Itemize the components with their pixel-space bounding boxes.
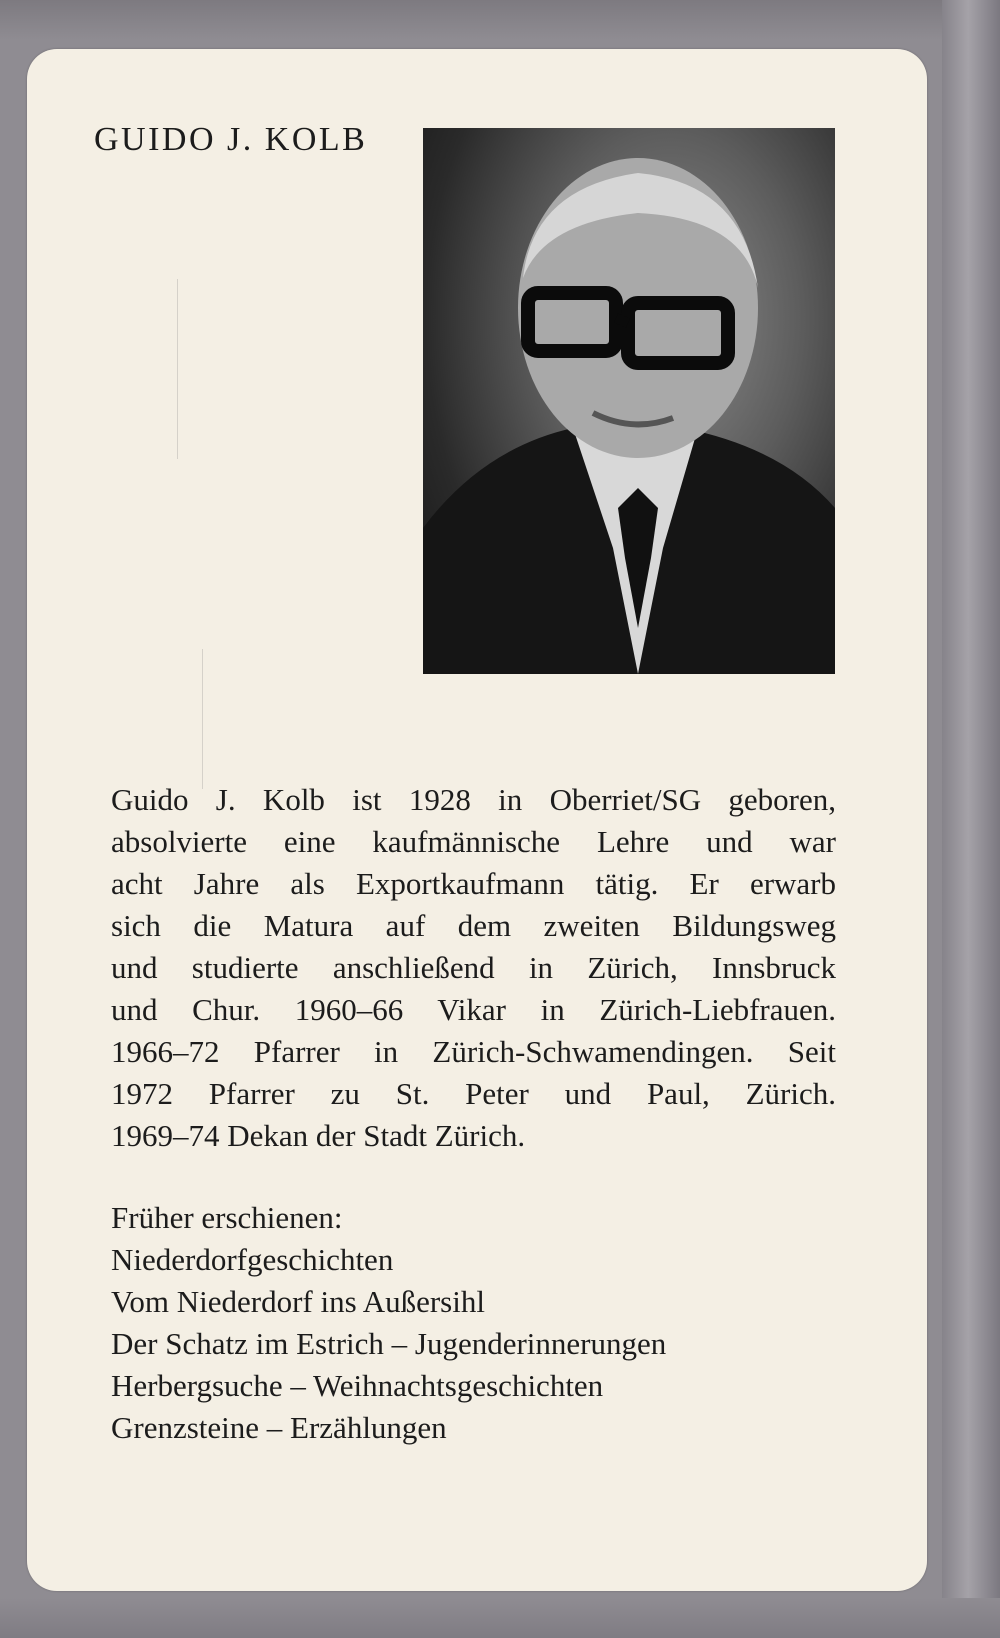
author-name: GUIDO J. KOLB xyxy=(94,121,368,158)
work-title: Vom Niederdorf ins Außersihl xyxy=(111,1284,485,1319)
work-title: Herbergsuche – Weihnachtsgeschichten xyxy=(111,1368,604,1403)
work-title: Niederdorfgeschichten xyxy=(111,1242,394,1277)
previous-works-heading: Früher erschienen: xyxy=(111,1200,343,1235)
previous-works-list xyxy=(111,1197,666,1449)
paper-crease-mark xyxy=(202,649,203,789)
author-biography xyxy=(111,779,836,1157)
biography-line: absolvierte eine kaufmännische Lehre und war xyxy=(111,824,836,859)
biography-line: und Chur. 1960–66 Vikar in Zürich-Liebfrauen. xyxy=(111,992,836,1027)
biography-line: und studierte anschließend in Zürich, Innsbruck xyxy=(111,950,836,985)
biography-line: sich die Matura auf dem zweiten Bildungsweg xyxy=(111,908,836,943)
author-portrait-photo xyxy=(423,128,835,674)
work-title: Grenzsteine – Erzählungen xyxy=(111,1410,447,1445)
back-cover-label xyxy=(27,49,927,1591)
biography-line: 1966–72 Pfarrer in Zürich-Schwamendingen. Seit xyxy=(111,1034,836,1069)
biography-line: Guido J. Kolb ist 1928 in Oberriet/SG geboren, xyxy=(111,782,836,817)
book-cover-top-edge xyxy=(0,0,1000,40)
book-spine xyxy=(942,0,1000,1638)
biography-line: 1969–74 Dekan der Stadt Zürich. xyxy=(111,1118,526,1153)
work-title: Der Schatz im Estrich – Jugenderinnerungen xyxy=(111,1326,667,1361)
biography-line: 1972 Pfarrer zu St. Peter und Paul, Zürich. xyxy=(111,1076,836,1111)
book-cover-bottom-edge xyxy=(0,1598,1000,1638)
biography-line: acht Jahre als Exportkaufmann tätig. Er erwarb xyxy=(111,866,836,901)
paper-crease-mark xyxy=(177,279,178,459)
